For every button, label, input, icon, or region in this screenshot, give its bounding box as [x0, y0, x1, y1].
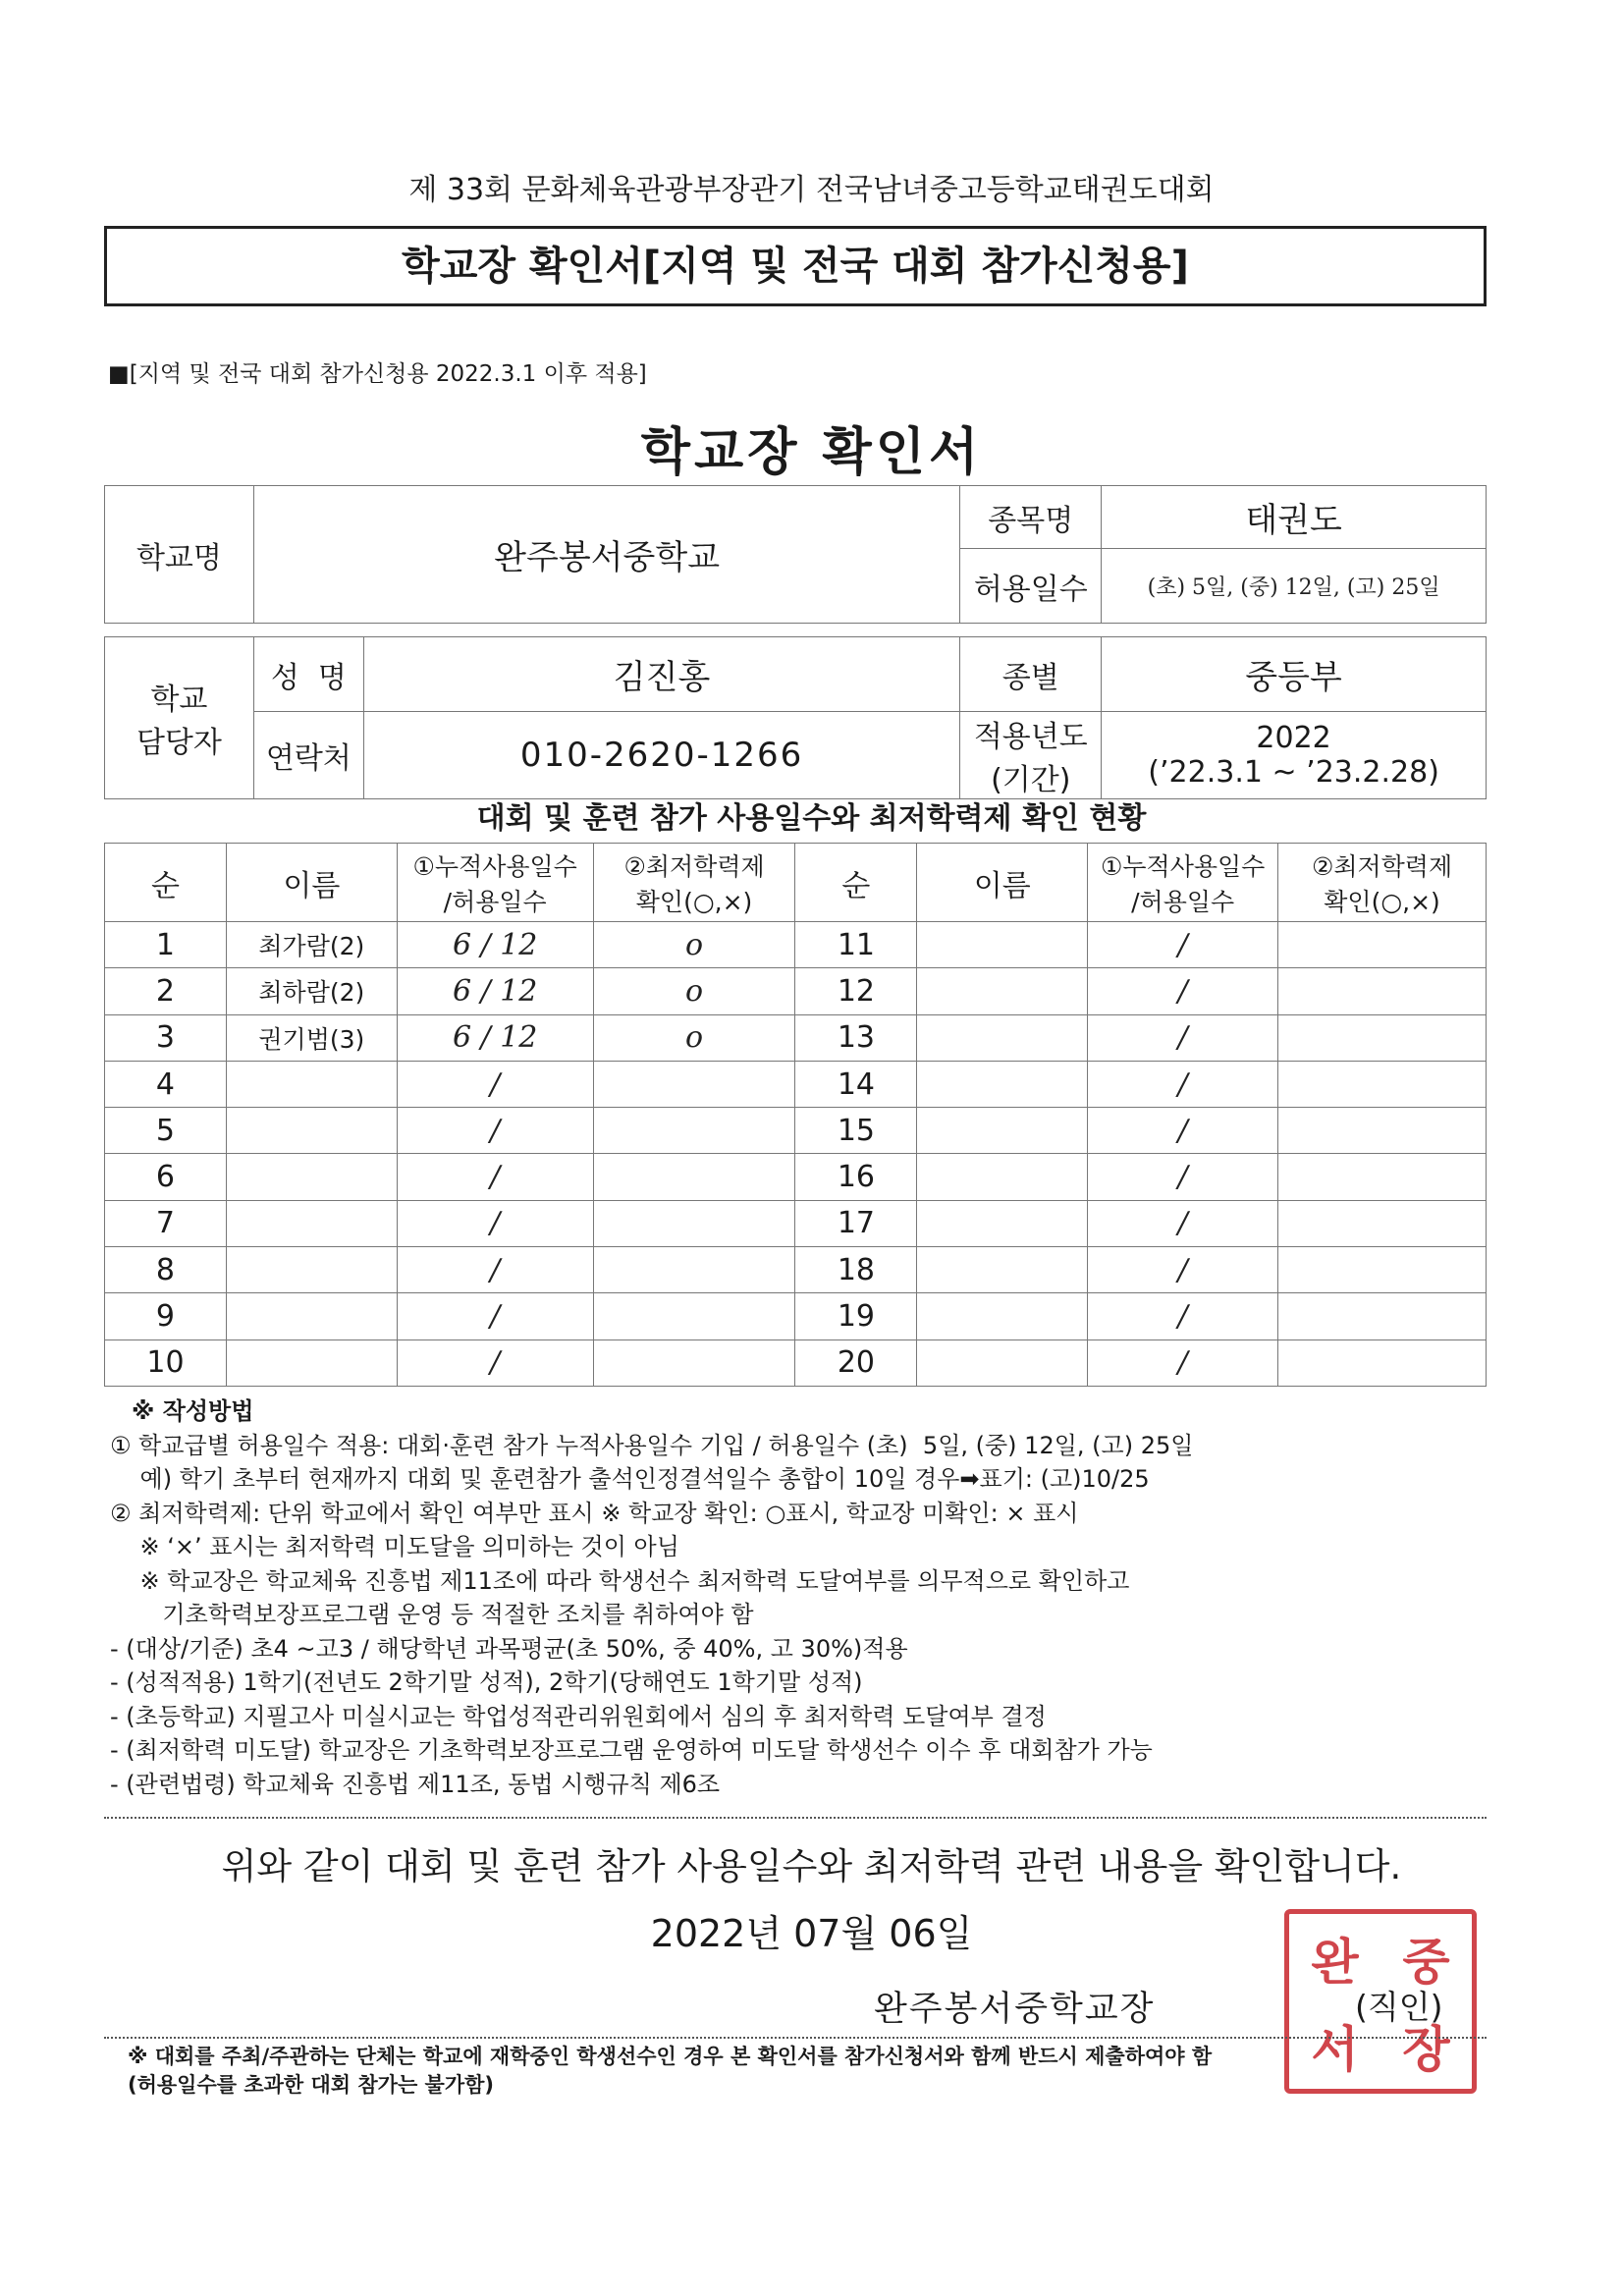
status-cell-name: [226, 1108, 397, 1154]
allowed-days-label: 허용일수: [960, 549, 1102, 624]
status-cell-name: 최하람(2): [226, 968, 397, 1014]
confirmation-date: 2022년 07월 06일: [650, 1912, 973, 1955]
col-name: 이름: [917, 844, 1088, 922]
contact-label: 연락처: [253, 712, 363, 799]
col-check: ②최저학력제 확인(○,×): [593, 844, 795, 922]
status-cell-no: 5: [105, 1108, 227, 1154]
status-cell-name: [226, 1293, 397, 1339]
status-cell-no: 15: [795, 1108, 917, 1154]
status-cell-days: /: [397, 1108, 593, 1154]
principal-name: 완주봉서중학교장: [874, 1990, 1156, 2029]
sport-value: 태권도: [1102, 486, 1487, 549]
status-cell-no: 17: [795, 1200, 917, 1246]
status-cell-no: 14: [795, 1061, 917, 1107]
status-cell-name: [917, 1014, 1088, 1061]
status-cell-check: [593, 1108, 795, 1154]
status-cell-check: o: [593, 968, 795, 1014]
status-cell-days: 6 / 12: [397, 922, 593, 968]
name-value: 김진홍: [363, 637, 960, 712]
status-cell-name: [917, 1339, 1088, 1386]
official-seal-stamp: 완 중 서 장: [1284, 1909, 1477, 2094]
seal-label: (직인): [1355, 1988, 1443, 2026]
status-cell-no: 16: [795, 1154, 917, 1200]
status-cell-check: [1278, 922, 1487, 968]
status-cell-days: /: [1088, 1293, 1278, 1339]
instruction-line: - (관련법령) 학교체육 진흥법 제11조, 동법 시행규칙 제6조: [110, 1770, 721, 1798]
status-cell-check: [1278, 1293, 1487, 1339]
status-cell-days: /: [397, 1200, 593, 1246]
sport-label: 종목명: [960, 486, 1102, 549]
status-cell-no: 3: [105, 1014, 227, 1061]
status-cell-days: /: [1088, 1247, 1278, 1293]
division-label: 종별: [960, 637, 1102, 712]
title-box: [104, 226, 1487, 306]
box-title: 학교장 확인서[지역 및 전국 대회 참가신청용]: [402, 244, 1189, 289]
col-name: 이름: [226, 844, 397, 922]
instructions-heading: ※ 작성방법: [132, 1397, 254, 1425]
table-row: [105, 1293, 1487, 1339]
col-check: ②최저학력제 확인(○,×): [1278, 844, 1487, 922]
instruction-line: 예) 학기 초부터 현재까지 대회 및 훈련참가 출석인정결석일수 총합이 10일 경우➡표기: (고)10/25: [110, 1465, 1150, 1493]
status-cell-days: /: [397, 1061, 593, 1107]
status-cell-days: 6 / 12: [397, 1014, 593, 1061]
table-row: [105, 1200, 1487, 1246]
instruction-line: ※ ‘×’ 표시는 최저학력 미도달을 의미하는 것이 아님: [110, 1533, 679, 1560]
status-cell-check: [1278, 1108, 1487, 1154]
status-cell-check: [1278, 1014, 1487, 1061]
status-cell-name: [917, 1293, 1088, 1339]
table-row: [105, 1154, 1487, 1200]
status-cell-name: [917, 1200, 1088, 1246]
year-label: 적용년도 (기간): [960, 712, 1102, 799]
status-header-row: [105, 844, 1487, 922]
col-days: ①누적사용일수 /허용일수: [1088, 844, 1278, 922]
table-row: [105, 922, 1487, 968]
instruction-line: ② 최저학력제: 단위 학교에서 확인 여부만 표시 ※ 학교장 확인: ○표시, 학교장 미확인: × 표시: [110, 1499, 1079, 1527]
instruction-line: - (대상/기준) 초4 ~고3 / 해당학년 과목평균(초 50%, 중 40%, 고 30%)적용: [110, 1634, 908, 1663]
status-cell-days: /: [397, 1293, 593, 1339]
col-no: 순: [795, 844, 917, 922]
table-row: [105, 1061, 1487, 1107]
status-cell-days: /: [1088, 1014, 1278, 1061]
status-cell-no: 9: [105, 1293, 227, 1339]
status-cell-no: 7: [105, 1200, 227, 1246]
status-cell-no: 10: [105, 1339, 227, 1386]
status-cell-days: /: [1088, 1108, 1278, 1154]
instruction-line: - (최저학력 미도달) 학교장은 기초학력보장프로그램 운영하여 미도달 학생선수 이수 후 대회참가 가능: [110, 1736, 1153, 1764]
status-cell-name: [917, 968, 1088, 1014]
applicability-note: ■[지역 및 전국 대회 참가신청용 2022.3.1 이후 적용]: [108, 361, 647, 387]
name-label: 성 명: [253, 637, 363, 712]
status-cell-days: /: [1088, 968, 1278, 1014]
status-cell-check: [593, 1061, 795, 1107]
confirmation-statement: 위와 같이 대회 및 훈련 참가 사용일수와 최저학력 관련 내용을 확인합니다.: [221, 1845, 1402, 1887]
status-cell-days: /: [1088, 1154, 1278, 1200]
form-title: 학교장 확인서: [640, 423, 983, 482]
instruction-line: - (초등학교) 지필고사 미실시교는 학업성적관리위원회에서 심의 후 최저학력 도달여부 결정: [110, 1702, 1047, 1730]
status-cell-check: [593, 1154, 795, 1200]
table-row: [105, 1014, 1487, 1061]
col-no: 순: [105, 844, 227, 922]
instruction-line: ① 학교급별 허용일수 적용: 대회·훈련 참가 누적사용일수 기입 / 허용일수 (초) 5일, (중) 12일, (고) 25일: [110, 1431, 1194, 1459]
status-cell-days: /: [1088, 1061, 1278, 1107]
status-cell-no: 20: [795, 1339, 917, 1386]
status-cell-name: [226, 1061, 397, 1107]
division-value: 중등부: [1102, 637, 1487, 712]
status-cell-check: [593, 1293, 795, 1339]
status-cell-days: /: [397, 1154, 593, 1200]
status-cell-no: 12: [795, 968, 917, 1014]
status-cell-name: [917, 1061, 1088, 1107]
status-cell-no: 19: [795, 1293, 917, 1339]
instructions: [110, 1394, 1193, 1801]
status-cell-check: [1278, 1247, 1487, 1293]
status-cell-name: 최가람(2): [226, 922, 397, 968]
status-cell-days: /: [1088, 1200, 1278, 1246]
status-cell-days: /: [397, 1247, 593, 1293]
staff-label: 학교 담당자: [105, 637, 254, 799]
table-row: [105, 1108, 1487, 1154]
status-cell-check: o: [593, 1014, 795, 1061]
status-cell-no: 13: [795, 1014, 917, 1061]
status-cell-name: [226, 1339, 397, 1386]
col-days: ①누적사용일수 /허용일수: [397, 844, 593, 922]
status-cell-name: [917, 1154, 1088, 1200]
status-cell-check: [1278, 1200, 1487, 1246]
status-cell-name: 권기범(3): [226, 1014, 397, 1061]
status-cell-no: 18: [795, 1247, 917, 1293]
status-cell-days: 6 / 12: [397, 968, 593, 1014]
status-cell-days: /: [397, 1339, 593, 1386]
school-name-label: 학교명: [105, 486, 254, 624]
status-cell-check: [1278, 968, 1487, 1014]
status-cell-days: /: [1088, 1339, 1278, 1386]
instruction-line: - (성적적용) 1학기(전년도 2학기말 성적), 2학기(당해연도 1학기말 성적): [110, 1668, 863, 1696]
school-name-value: 완주봉서중학교: [253, 486, 959, 624]
status-table: [104, 843, 1487, 1387]
status-cell-no: 11: [795, 922, 917, 968]
footer-note: ※ 대회를 주최/주관하는 단체는 학교에 재학중인 학생선수인 경우 본 확인서를 참가신청서와 함께 반드시 제출하여야 함 (허용일수를 초과한 대회 참가는 불가함): [128, 2045, 1213, 2097]
instruction-line: 기초학력보장프로그램 운영 등 적절한 조치를 취하여야 함: [110, 1601, 754, 1628]
status-cell-name: [226, 1200, 397, 1246]
instruction-line: ※ 학교장은 학교체육 진흥법 제11조에 따라 학생선수 최저학력 도달여부를 의무적으로 확인하고: [110, 1566, 1130, 1595]
status-cell-name: [917, 1247, 1088, 1293]
status-cell-no: 8: [105, 1247, 227, 1293]
status-cell-no: 6: [105, 1154, 227, 1200]
status-title: 대회 및 훈련 참가 사용일수와 최저학력제 확인 현황: [476, 801, 1147, 836]
status-cell-days: /: [1088, 922, 1278, 968]
status-cell-check: o: [593, 922, 795, 968]
status-cell-name: [917, 1108, 1088, 1154]
allowed-days-value: (초) 5일, (중) 12일, (고) 25일: [1102, 549, 1487, 624]
status-cell-check: [1278, 1339, 1487, 1386]
status-cell-check: [593, 1247, 795, 1293]
status-cell-check: [1278, 1154, 1487, 1200]
status-cell-check: [593, 1200, 795, 1246]
info-table: [104, 485, 1487, 799]
table-row: [105, 1247, 1487, 1293]
status-cell-no: 1: [105, 922, 227, 968]
year-value: 2022 (’22.3.1 ~ ’23.2.28): [1102, 712, 1487, 799]
contact-value: 010-2620-1266: [363, 712, 960, 799]
status-cell-check: [1278, 1061, 1487, 1107]
status-cell-no: 2: [105, 968, 227, 1014]
status-cell-name: [226, 1247, 397, 1293]
status-cell-no: 4: [105, 1061, 227, 1107]
table-row: [105, 1339, 1487, 1386]
event-title: 제 33회 문화체육관광부장관기 전국남녀중고등학교태권도대회: [408, 173, 1215, 207]
status-cell-name: [917, 922, 1088, 968]
table-row: [105, 968, 1487, 1014]
status-cell-name: [226, 1154, 397, 1200]
status-cell-check: [593, 1339, 795, 1386]
